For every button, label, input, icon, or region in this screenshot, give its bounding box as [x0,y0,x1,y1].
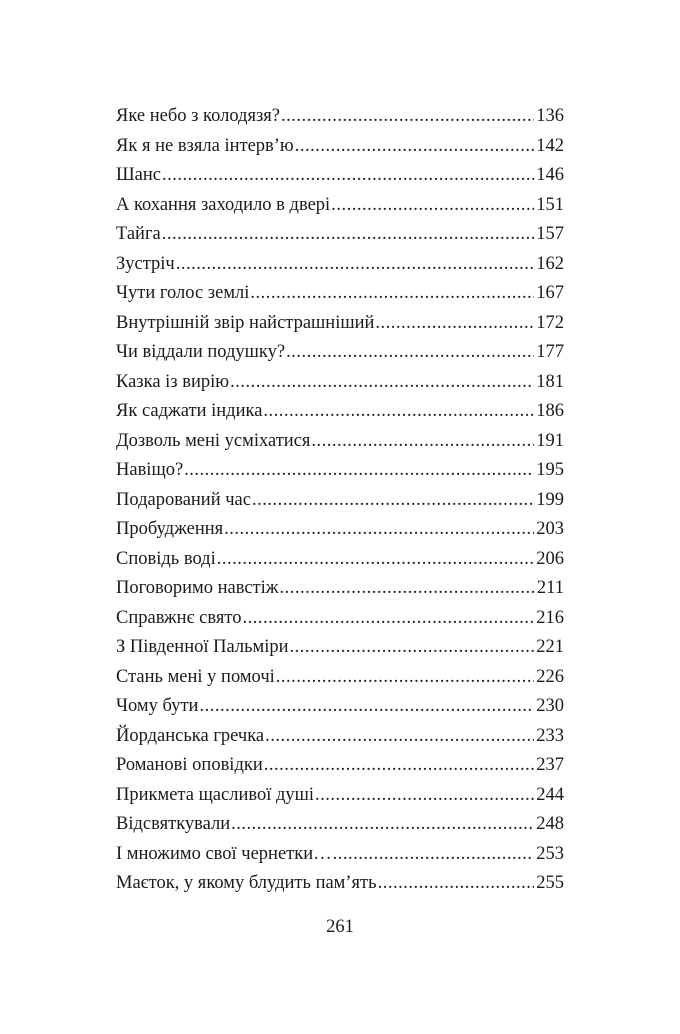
toc-entry [116,191,564,221]
toc-entry [116,397,564,427]
toc-entry-title: Чи віддали подушку? [116,342,286,362]
toc-entry [116,132,564,162]
dot-leader [224,515,534,545]
toc-entry [116,456,564,486]
toc-entry-title: Чути голос землі [116,283,250,303]
dot-leader [378,869,535,899]
toc-entry-page: 206 [536,548,564,569]
dot-leader [265,722,534,752]
toc-entry-page: 146 [536,165,564,185]
toc-entry [116,869,564,899]
toc-entry-page: 151 [536,194,564,215]
toc-entry [116,810,564,840]
toc-entry [116,338,564,368]
toc-entry [116,633,564,663]
toc-entry-title: Тайга [116,224,161,244]
toc-entry [116,486,564,516]
toc-entry-page: 230 [536,696,564,716]
dot-leader [242,604,534,634]
toc-entry-page: 221 [536,637,564,657]
dot-leader [250,279,534,309]
dot-leader [281,102,534,132]
toc-entry-page: 248 [536,814,564,834]
toc-entry-title: Романові оповідки [116,755,263,775]
toc-entry-page: 191 [536,430,564,451]
toc-entry-page: 216 [536,607,564,628]
toc-entry [116,368,564,398]
dot-leader [276,663,534,693]
toc-entry [116,663,564,693]
toc-entry-title: Йорданська гречка [116,725,265,746]
dot-leader [295,132,535,162]
toc-entry [116,220,564,250]
toc-entry-title: Шанс [116,165,161,185]
dot-leader [199,692,534,722]
toc-entry-title: Внутрішній звір найстрашніший [116,312,375,333]
toc-entry-page: 244 [536,784,564,805]
toc-entry-page: 211 [536,578,564,598]
dot-leader [264,751,535,781]
toc-entry-title: Поговоримо навстіж [116,578,279,598]
toc-entry [116,722,564,752]
toc-entry [116,574,564,604]
toc-entry-title: Пробудження [116,519,224,539]
dot-leader [184,456,534,486]
toc-entry-title: Як я не взяла інтерв’ю [116,135,294,156]
dot-leader [231,810,534,840]
dot-leader [217,545,535,575]
toc-entry-title: Справжнє свято [116,607,242,628]
toc-entry-page: 253 [536,843,564,864]
toc-entry-page: 233 [536,725,564,746]
toc-entry-page: 142 [536,135,564,156]
page-number: 261 [326,917,354,937]
dot-leader [311,427,534,457]
dot-leader [162,220,534,250]
toc-entry [116,309,564,339]
toc-entry [116,545,564,575]
toc-entry-page: 203 [536,519,564,539]
dot-leader [162,161,534,191]
table-of-contents [116,102,564,899]
dot-leader [331,191,534,221]
toc-entry [116,250,564,280]
toc-entry-page: 177 [536,342,564,362]
dot-leader [315,781,534,811]
dot-leader [252,486,534,516]
toc-entry-title: Казка із вирію [116,371,230,392]
dot-leader [176,250,535,280]
dot-leader [280,574,535,604]
toc-entry [116,427,564,457]
toc-entry-title: Сповідь воді [116,548,216,569]
toc-entry [116,751,564,781]
toc-entry [116,279,564,309]
toc-entry-title: Навіщо? [116,460,184,480]
toc-entry-title: З Південної Пальміри [116,637,289,657]
toc-entry [116,781,564,811]
toc-entry-page: 226 [536,666,564,687]
toc-entry-title: Зустріч [116,253,175,274]
dot-leader [375,309,534,339]
toc-entry-title: Яке небо з колодязя? [116,106,280,126]
toc-entry [116,102,564,132]
dot-leader [333,840,535,870]
toc-entry-title: Стань мені у помочі [116,666,275,687]
toc-entry [116,161,564,191]
toc-entry-page: 255 [536,873,564,893]
dot-leader [286,338,534,368]
toc-entry-page: 199 [536,489,564,510]
dot-leader [290,633,535,663]
toc-entry-title: Прикмета щасливої душі [116,784,315,805]
toc-entry-page: 167 [536,283,564,303]
toc-entry-page: 195 [536,460,564,480]
toc-entry-page: 237 [536,755,564,775]
dot-leader [263,397,534,427]
toc-entry-page: 136 [536,106,564,126]
toc-entry-title: Подарований час [116,489,251,510]
toc-entry-title: А кохання заходило в двері [116,194,331,215]
toc-entry-page: 157 [536,224,564,244]
toc-entry-title: Дозволь мені усміхатися [116,430,311,451]
toc-entry-title: І множимо свої чернетки… [116,843,332,864]
toc-entry-title: Відсвяткували [116,814,231,834]
toc-entry [116,840,564,870]
toc-entry-page: 186 [536,401,564,421]
toc-entry [116,515,564,545]
toc-entry-title: Маєток, у якому блудить пам’ять [116,873,377,893]
toc-entry-page: 172 [536,312,564,333]
toc-entry-title: Чому бути [116,696,199,716]
toc-entry-page: 162 [536,253,564,274]
dot-leader [230,368,534,398]
toc-entry [116,604,564,634]
toc-entry-title: Як саджати індика [116,401,263,421]
toc-entry-page: 181 [536,371,564,392]
toc-entry [116,692,564,722]
